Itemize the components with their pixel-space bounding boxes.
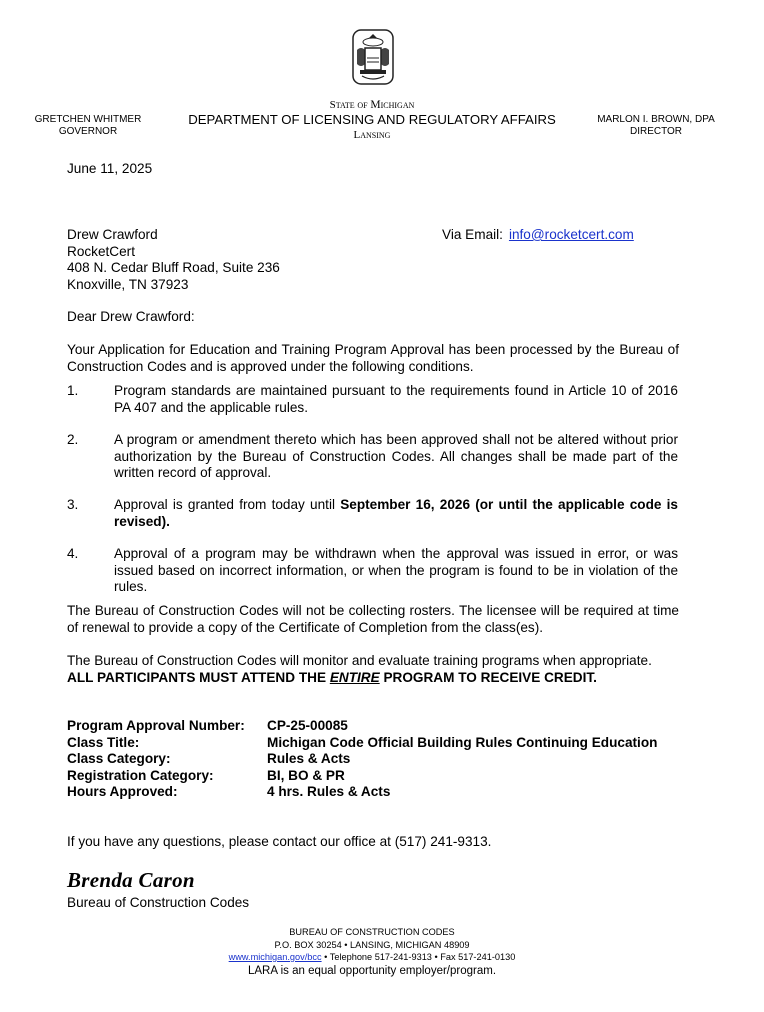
greeting: Dear Drew Crawford: xyxy=(67,309,195,324)
monitor-note xyxy=(67,653,679,686)
program-value: BI, BO & PR xyxy=(267,767,345,783)
director-title: DIRECTOR xyxy=(629,126,683,137)
department-name: DEPARTMENT OF LICENSING AND REGULATORY AFFAIRS xyxy=(188,112,556,127)
program-label: Registration Category: xyxy=(67,767,214,783)
condition-number: 4. xyxy=(67,546,79,561)
attendance-notice xyxy=(67,670,679,687)
condition-text: Program standards are maintained pursuant to the requirements found in Article 10 of 2016 PA 407 and the applicable rules. xyxy=(114,383,678,415)
footer-address: P.O. BOX 30254 • LANSING, MICHIGAN 48909 xyxy=(274,939,470,950)
attendance-before: ALL PARTICIPANTS MUST ATTEND THE xyxy=(67,669,330,685)
footer-phone-fax: • Telephone 517-241-9313 • Fax 517-241-0130 xyxy=(321,952,516,962)
intro-paragraph: Your Application for Education and Training Program Approval has been processed by the Bureau of Construction Codes and is approved under the following conditions. xyxy=(67,342,679,374)
program-details xyxy=(67,718,657,801)
recipient-street: 408 N. Cedar Bluff Road, Suite 236 xyxy=(67,260,280,275)
via-label: Via Email: xyxy=(442,227,503,242)
director-block xyxy=(588,114,724,138)
via-email xyxy=(442,227,634,244)
state-heading xyxy=(172,99,572,111)
program-value: 4 hrs. Rules & Acts xyxy=(267,784,391,799)
attendance-emphasis: ENTIRE xyxy=(329,669,380,685)
condition-number: 3. xyxy=(67,497,79,512)
state-name: Michigan xyxy=(370,99,415,111)
program-value: Michigan Code Official Building Rules Continuing Education xyxy=(267,734,658,750)
condition-text: A program or amendment thereto which has been approved shall not be altered without prior authorization by the Bureau of Construction Codes. All changes shall be made part of the written record of approval. xyxy=(114,432,678,480)
city-name: Lansing xyxy=(353,129,391,141)
program-row xyxy=(67,718,657,735)
footer-website-link[interactable]: www.michigan.gov/bcc xyxy=(228,952,322,962)
program-label: Class Category: xyxy=(67,751,171,766)
michigan-state-seal xyxy=(348,28,398,86)
condition-text: Approval of a program may be withdrawn when the approval was issued in error, or was issued based on incorrect information, or when the program is found to be in violation of the rules. xyxy=(114,546,678,594)
recipient-city: Knoxville, TN 37923 xyxy=(67,276,189,292)
state-prefix: State of xyxy=(329,99,368,111)
footer-contact xyxy=(132,951,612,964)
program-value: Rules & Acts xyxy=(267,751,351,766)
footer xyxy=(132,926,612,978)
footer-eeo: LARA is an equal opportunity employer/program. xyxy=(247,964,497,977)
program-row xyxy=(67,768,657,785)
signer-organization: Bureau of Construction Codes xyxy=(67,895,250,910)
program-row xyxy=(67,751,657,768)
program-value: CP-25-00085 xyxy=(267,718,348,733)
letter-date: June 11, 2025 xyxy=(67,161,153,176)
signature: Brenda Caron xyxy=(67,868,195,892)
condition-text xyxy=(114,497,678,530)
rosters-note: The Bureau of Construction Codes will not be collecting rosters. The licensee will be required at time of renewal to provide a copy of the Certificate of Completion from the class(es). xyxy=(67,603,679,635)
recipient-name: Drew Crawford xyxy=(67,227,158,242)
program-label: Class Title: xyxy=(67,734,140,750)
recipient-company: RocketCert xyxy=(67,243,135,259)
program-row xyxy=(67,735,657,752)
governor-title: GOVERNOR xyxy=(58,126,118,137)
recipient-address xyxy=(67,227,280,293)
program-label: Program Approval Number: xyxy=(67,718,245,733)
footer-bureau: BUREAU OF CONSTRUCTION CODES xyxy=(289,927,455,937)
governor-block xyxy=(24,114,152,138)
governor-name: GRETCHEN WHITMER xyxy=(34,114,142,125)
condition-text-plain: Approval is granted from today until xyxy=(114,497,341,512)
contact-line: If you have any questions, please contact our office at (517) 241-9313. xyxy=(67,834,492,849)
condition-number: 1. xyxy=(67,383,79,398)
email-link[interactable]: info@rocketcert.com xyxy=(508,227,634,242)
monitor-text: The Bureau of Construction Codes will monitor and evaluate training programs when appropriate. xyxy=(67,653,652,668)
approval-expiry: September 16, 2026 (or until the applicable code is revised). xyxy=(114,497,678,529)
attendance-after: PROGRAM TO RECEIVE CREDIT. xyxy=(379,669,597,685)
condition-number: 2. xyxy=(67,432,79,447)
program-row xyxy=(67,784,657,801)
director-name: MARLON I. BROWN, DPA xyxy=(597,114,715,125)
program-label: Hours Approved: xyxy=(67,784,178,799)
